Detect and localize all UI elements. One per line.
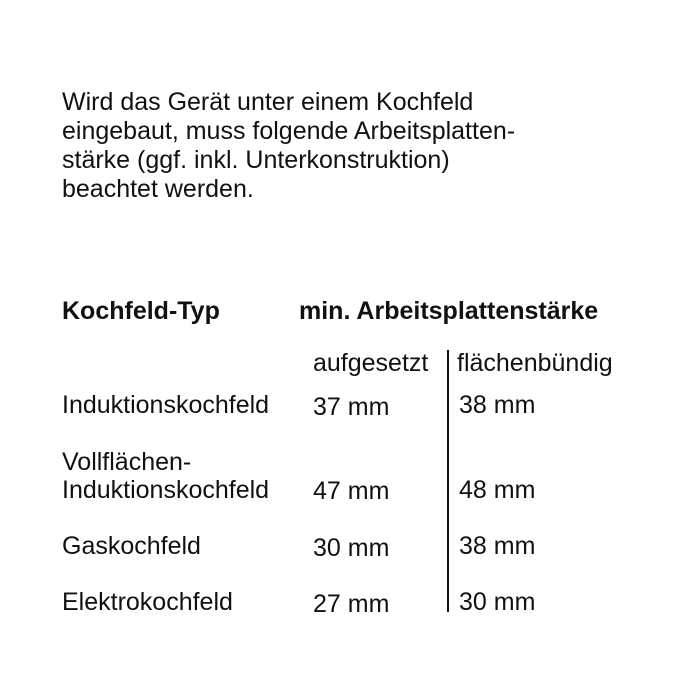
row-aufgesetzt: 37 mm [313,393,390,421]
row-hob-type: Gaskochfeld [62,532,201,560]
header-hob-type: Kochfeld-Typ [62,297,220,325]
intro-line: eingebaut, muss folgende Arbeitsplatten- [62,117,516,145]
row-hob-type: Vollflächen- [62,448,192,476]
row-aufgesetzt: 30 mm [313,534,390,562]
row-flaechenbuendig: 38 mm [459,391,536,419]
column-divider [447,350,449,612]
row-hob-type: Induktionskochfeld [62,476,270,504]
row-aufgesetzt: 47 mm [313,477,390,505]
intro-line: Wird das Gerät unter einem Kochfeld [62,88,474,116]
intro-line: beachtet werden. [62,175,254,203]
row-hob-type: Induktionskochfeld [62,391,270,419]
row-aufgesetzt: 27 mm [313,590,390,618]
row-flaechenbuendig: 48 mm [459,476,536,504]
row-flaechenbuendig: 30 mm [459,588,536,616]
row-flaechenbuendig: 38 mm [459,532,536,560]
subheader-aufgesetzt: aufgesetzt [313,349,429,377]
intro-paragraph [62,88,662,204]
subheader-flaechenbuendig: flächenbündig [457,349,613,377]
row-hob-type: Elektrokochfeld [62,588,233,616]
intro-line: stärke (ggf. inkl. Unterkonstruktion) [62,146,450,174]
header-min-thickness: min. Arbeitsplattenstärke [299,297,599,325]
